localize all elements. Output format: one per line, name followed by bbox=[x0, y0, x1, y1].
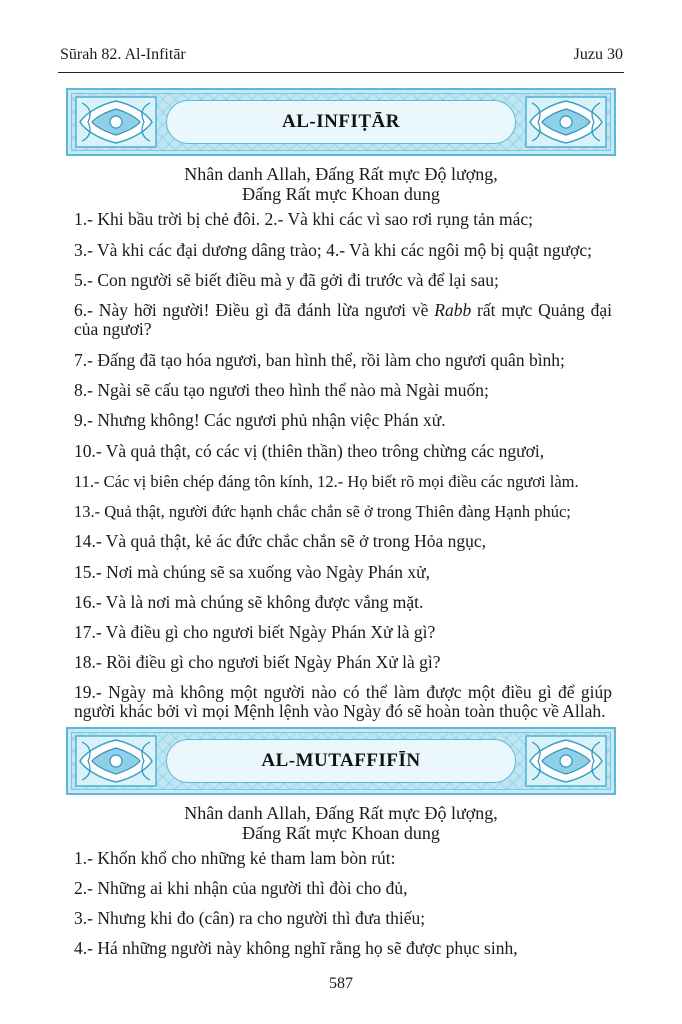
verse: 19.- Ngày mà không một người nào có thể làm được một điều gì để giúp người khác bởi vì mọi Mệnh lệnh vào Ngày đó sẽ hoàn toàn thuộc về Allah. bbox=[74, 682, 612, 721]
basmala-line: Nhân danh Allah, Đấng Rất mực Độ lượng, bbox=[184, 164, 498, 184]
verse: 9.- Nhưng không! Các ngươi phủ nhận việc Phán xử. bbox=[74, 410, 446, 430]
verse: 7.- Đấng đã tạo hóa ngươi, ban hình thể, rồi làm cho ngươi quân bình; bbox=[74, 350, 565, 370]
verse: 16.- Và là nơi mà chúng sẽ không được vắng mặt. bbox=[74, 592, 424, 612]
verse-text: 6.- Này hỡi người! Điều gì đã đánh lừa ngươi về bbox=[74, 300, 435, 320]
running-header bbox=[60, 46, 623, 64]
surah-title-banner bbox=[66, 88, 616, 156]
header-surah-name: Sūrah 82. Al-Infitār bbox=[60, 46, 186, 63]
verse: 18.- Rồi điều gì cho ngươi biết Ngày Phán Xử là gì? bbox=[74, 652, 441, 672]
surah-title: AL-INFIṬĀR bbox=[282, 111, 400, 132]
verse-text: rất mực Quảng đại của ngươi? bbox=[74, 300, 612, 339]
verse: 10.- Và quả thật, có các vị (thiên thần) theo trông chừng các ngươi, bbox=[74, 441, 545, 461]
verse: 13.- Quả thật, người đức hạnh chắc chắn sẽ ở trong Thiên đàng Hạnh phúc; bbox=[74, 502, 571, 521]
verse: 17.- Và điều gì cho ngươi biết Ngày Phán Xử là gì? bbox=[74, 622, 436, 642]
arabesque-ornament-icon bbox=[524, 734, 608, 788]
page-number: 587 bbox=[329, 975, 353, 992]
verse: 2.- Những ai khi nhận của người thì đòi cho đủ, bbox=[74, 878, 408, 898]
header-juz-number: Juzu 30 bbox=[573, 46, 623, 63]
verse: 1.- Khi bầu trời bị chẻ đôi. 2.- Và khi các vì sao rơi rụng tản mác; bbox=[74, 209, 533, 229]
verse bbox=[74, 301, 612, 339]
basmala-line: Nhân danh Allah, Đấng Rất mực Độ lượng, bbox=[184, 803, 498, 823]
verse-italic-term: Rabb bbox=[434, 300, 472, 320]
verse: 8.- Ngài sẽ cấu tạo ngươi theo hình thể nào mà Ngài muốn; bbox=[74, 380, 489, 400]
arabesque-ornament-icon bbox=[74, 734, 158, 788]
verse: 3.- Nhưng khi đo (cân) ra cho người thì đưa thiếu; bbox=[74, 908, 426, 928]
verse: 3.- Và khi các đại dương dâng trào; 4.- Và khi các ngôi mộ bị quật ngược; bbox=[74, 240, 592, 260]
basmala-line: Đấng Rất mực Khoan dung bbox=[242, 823, 440, 843]
banner-title-plate bbox=[166, 100, 516, 144]
arabesque-ornament-icon bbox=[74, 95, 158, 149]
header-divider bbox=[58, 72, 624, 73]
verse: 1.- Khốn khổ cho những kẻ tham lam bòn rút: bbox=[74, 848, 396, 868]
verse: 5.- Con người sẽ biết điều mà y đã gởi đi trước và để lại sau; bbox=[74, 270, 499, 290]
verse: 4.- Há những người này không nghĩ rằng họ sẽ được phục sinh, bbox=[74, 938, 518, 958]
basmala bbox=[66, 803, 616, 843]
arabesque-ornament-icon bbox=[524, 95, 608, 149]
banner-title-plate bbox=[166, 739, 516, 783]
surah-title: AL-MUTAFFIFĪN bbox=[261, 750, 421, 771]
verse: 14.- Và quả thật, kẻ ác đức chắc chắn sẽ ở trong Hỏa ngục, bbox=[74, 531, 487, 551]
basmala bbox=[66, 164, 616, 204]
verse: 11.- Các vị biên chép đáng tôn kính, 12.- Họ biết rõ mọi điều các ngươi làm. bbox=[74, 472, 579, 491]
verse: 15.- Nơi mà chúng sẽ sa xuống vào Ngày Phán xử, bbox=[74, 562, 431, 582]
basmala-line: Đấng Rất mực Khoan dung bbox=[242, 184, 440, 204]
surah-title-banner bbox=[66, 727, 616, 795]
